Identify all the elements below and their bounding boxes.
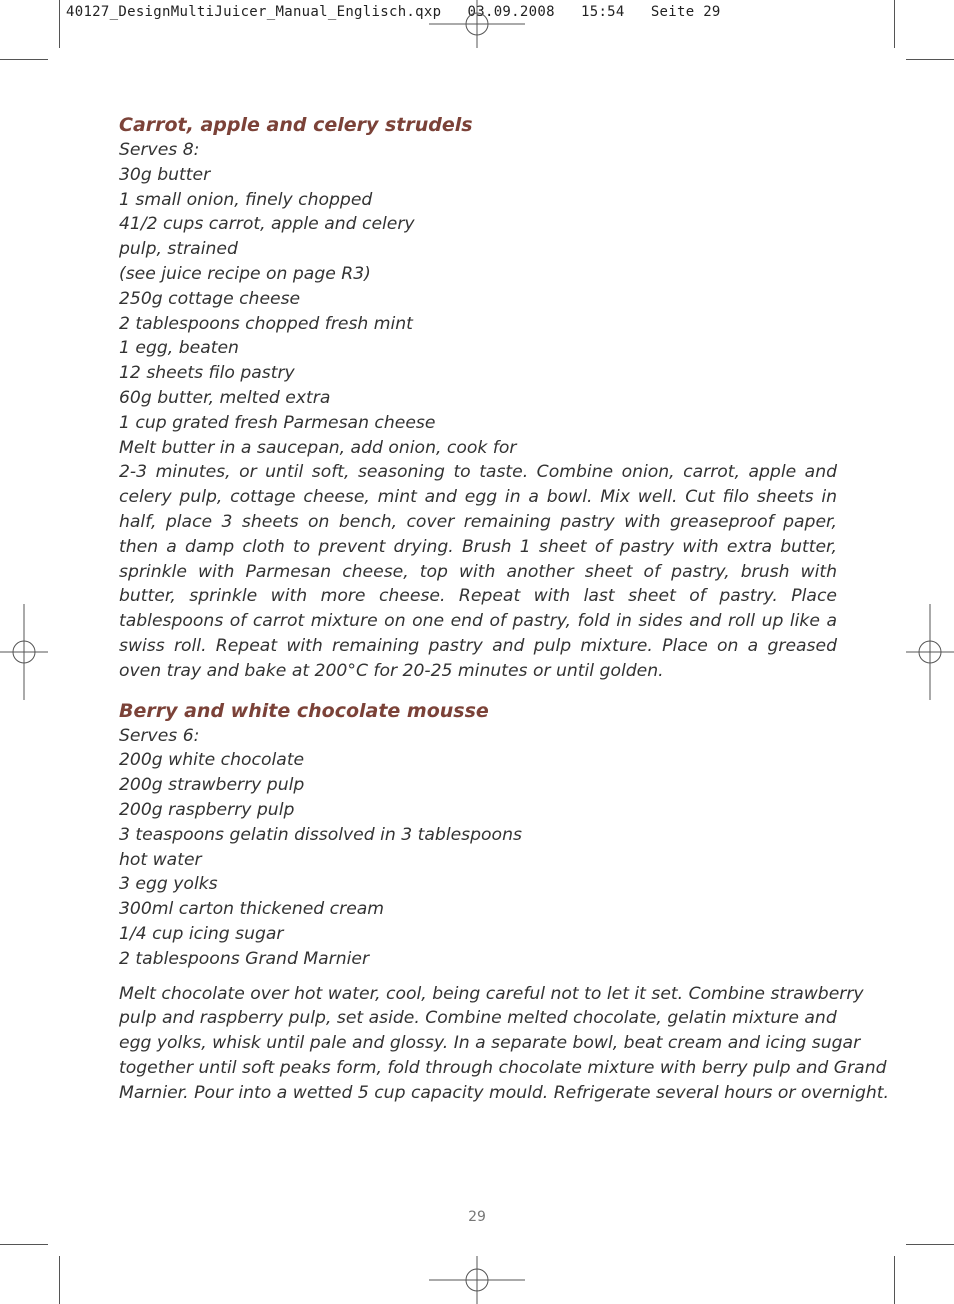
ingredient-list (119, 748, 837, 971)
crop-mark-top-left-h (0, 59, 48, 60)
method-line: Marnier. Pour into a wetted 5 cup capacity mould. Refrigerate several hours or overnight. (119, 1082, 889, 1103)
recipe-title: Carrot, apple and celery strudels (119, 114, 473, 136)
ingredient-item: 200g white chocolate (119, 750, 305, 771)
ingredient-list (119, 163, 837, 461)
method-paragraph (119, 982, 889, 1106)
recipe-carrot-strudels (119, 112, 837, 684)
recipe-berry-mousse (119, 698, 889, 1106)
ingredient-item: 30g butter (119, 164, 211, 185)
crop-mark-bottom-right-v (894, 1256, 895, 1304)
ingredient-item: 1/4 cup icing sugar (119, 923, 284, 944)
ingredient-item: 250g cottage cheese (119, 288, 301, 309)
ingredient-item: 1 small onion, finely chopped (119, 189, 373, 210)
ingredient-item: 1 cup grated fresh Parmesan cheese (119, 412, 436, 433)
ingredient-item: 60g butter, melted extra (119, 387, 331, 408)
recipe-title: Berry and white chocolate mousse (119, 699, 489, 722)
method-line: egg yolks, whisk until pale and glossy. In a separate bowl, beat cream and icing sugar (119, 1033, 861, 1054)
page-content (119, 112, 889, 1105)
method-line: Melt chocolate over hot water, cool, being careful not to let it set. Combine strawberry (119, 983, 864, 1004)
method-intro-line: Melt butter in a saucepan, add onion, cook for (119, 437, 517, 458)
crop-mark-top-right-h (906, 59, 954, 60)
method-paragraph: 2-3 minutes, or until soft, seasoning to taste. Combine onion, carrot, apple and celery pulp, cottage cheese, mint and egg in a bowl. Mix well. Cut filo sheets in half, place 3 sheets on bench, cover remaining pastry with greaseproof paper, then a damp cloth to prevent drying. Brush 1 sheet of pastry with extra butter, sprinkle with Parmesan cheese, top with another sheet of pastry, brush with butter, sprinkle with more cheese. Repeat with last sheet of pastry. Place tablespoons of carrot mixture on one end of pastry, fold in sides and roll up like a swiss roll. Repeat with remaining pastry and pulp mixture. Place on a greased oven tray and bake at 200°C for 20-25 minutes or until golden. (119, 462, 837, 681)
registration-mark-bottom (429, 1256, 525, 1304)
registration-mark-top (429, 0, 525, 48)
crop-mark-top-right-v (894, 0, 895, 48)
ingredient-item: 3 egg yolks (119, 874, 218, 895)
ingredient-item: hot water (119, 849, 202, 870)
page-number: 29 (468, 1209, 486, 1225)
crop-mark-bottom-left-v (59, 1256, 60, 1304)
ingredient-item: 300ml carton thickened cream (119, 899, 385, 920)
ingredient-item: pulp, strained (119, 239, 238, 260)
method-line: pulp and raspberry pulp, set aside. Combine melted chocolate, gelatin mixture and (119, 1008, 837, 1029)
ingredient-item: 12 sheets filo pastry (119, 363, 295, 384)
registration-mark-left (0, 604, 48, 700)
crop-mark-bottom-left-h (0, 1244, 48, 1245)
ingredient-item: 41/2 cups carrot, apple and celery (119, 214, 415, 235)
registration-mark-right (906, 604, 954, 700)
ingredient-item: 200g strawberry pulp (119, 775, 305, 796)
print-slug: 40127_DesignMultiJuicer_Manual_Englisch.qxp 03.09.2008 15:54 Seite 29 (66, 4, 721, 20)
serves-line: Serves 6: (119, 725, 200, 746)
ingredient-item: 3 teaspoons gelatin dissolved in 3 tablespoons (119, 824, 522, 845)
crop-mark-bottom-right-h (906, 1244, 954, 1245)
ingredient-item: (see juice recipe on page R3) (119, 263, 371, 284)
crop-mark-top-left-v (59, 0, 60, 48)
ingredient-item: 2 tablespoons Grand Marnier (119, 948, 370, 969)
ingredient-item: 1 egg, beaten (119, 338, 239, 359)
method-line: together until soft peaks form, fold through chocolate mixture with berry pulp and Grand (119, 1057, 887, 1078)
spacer (119, 972, 837, 982)
ingredient-item: 200g raspberry pulp (119, 799, 295, 820)
serves-line: Serves 8: (119, 140, 200, 160)
ingredient-item: 2 tablespoons chopped fresh mint (119, 313, 413, 334)
